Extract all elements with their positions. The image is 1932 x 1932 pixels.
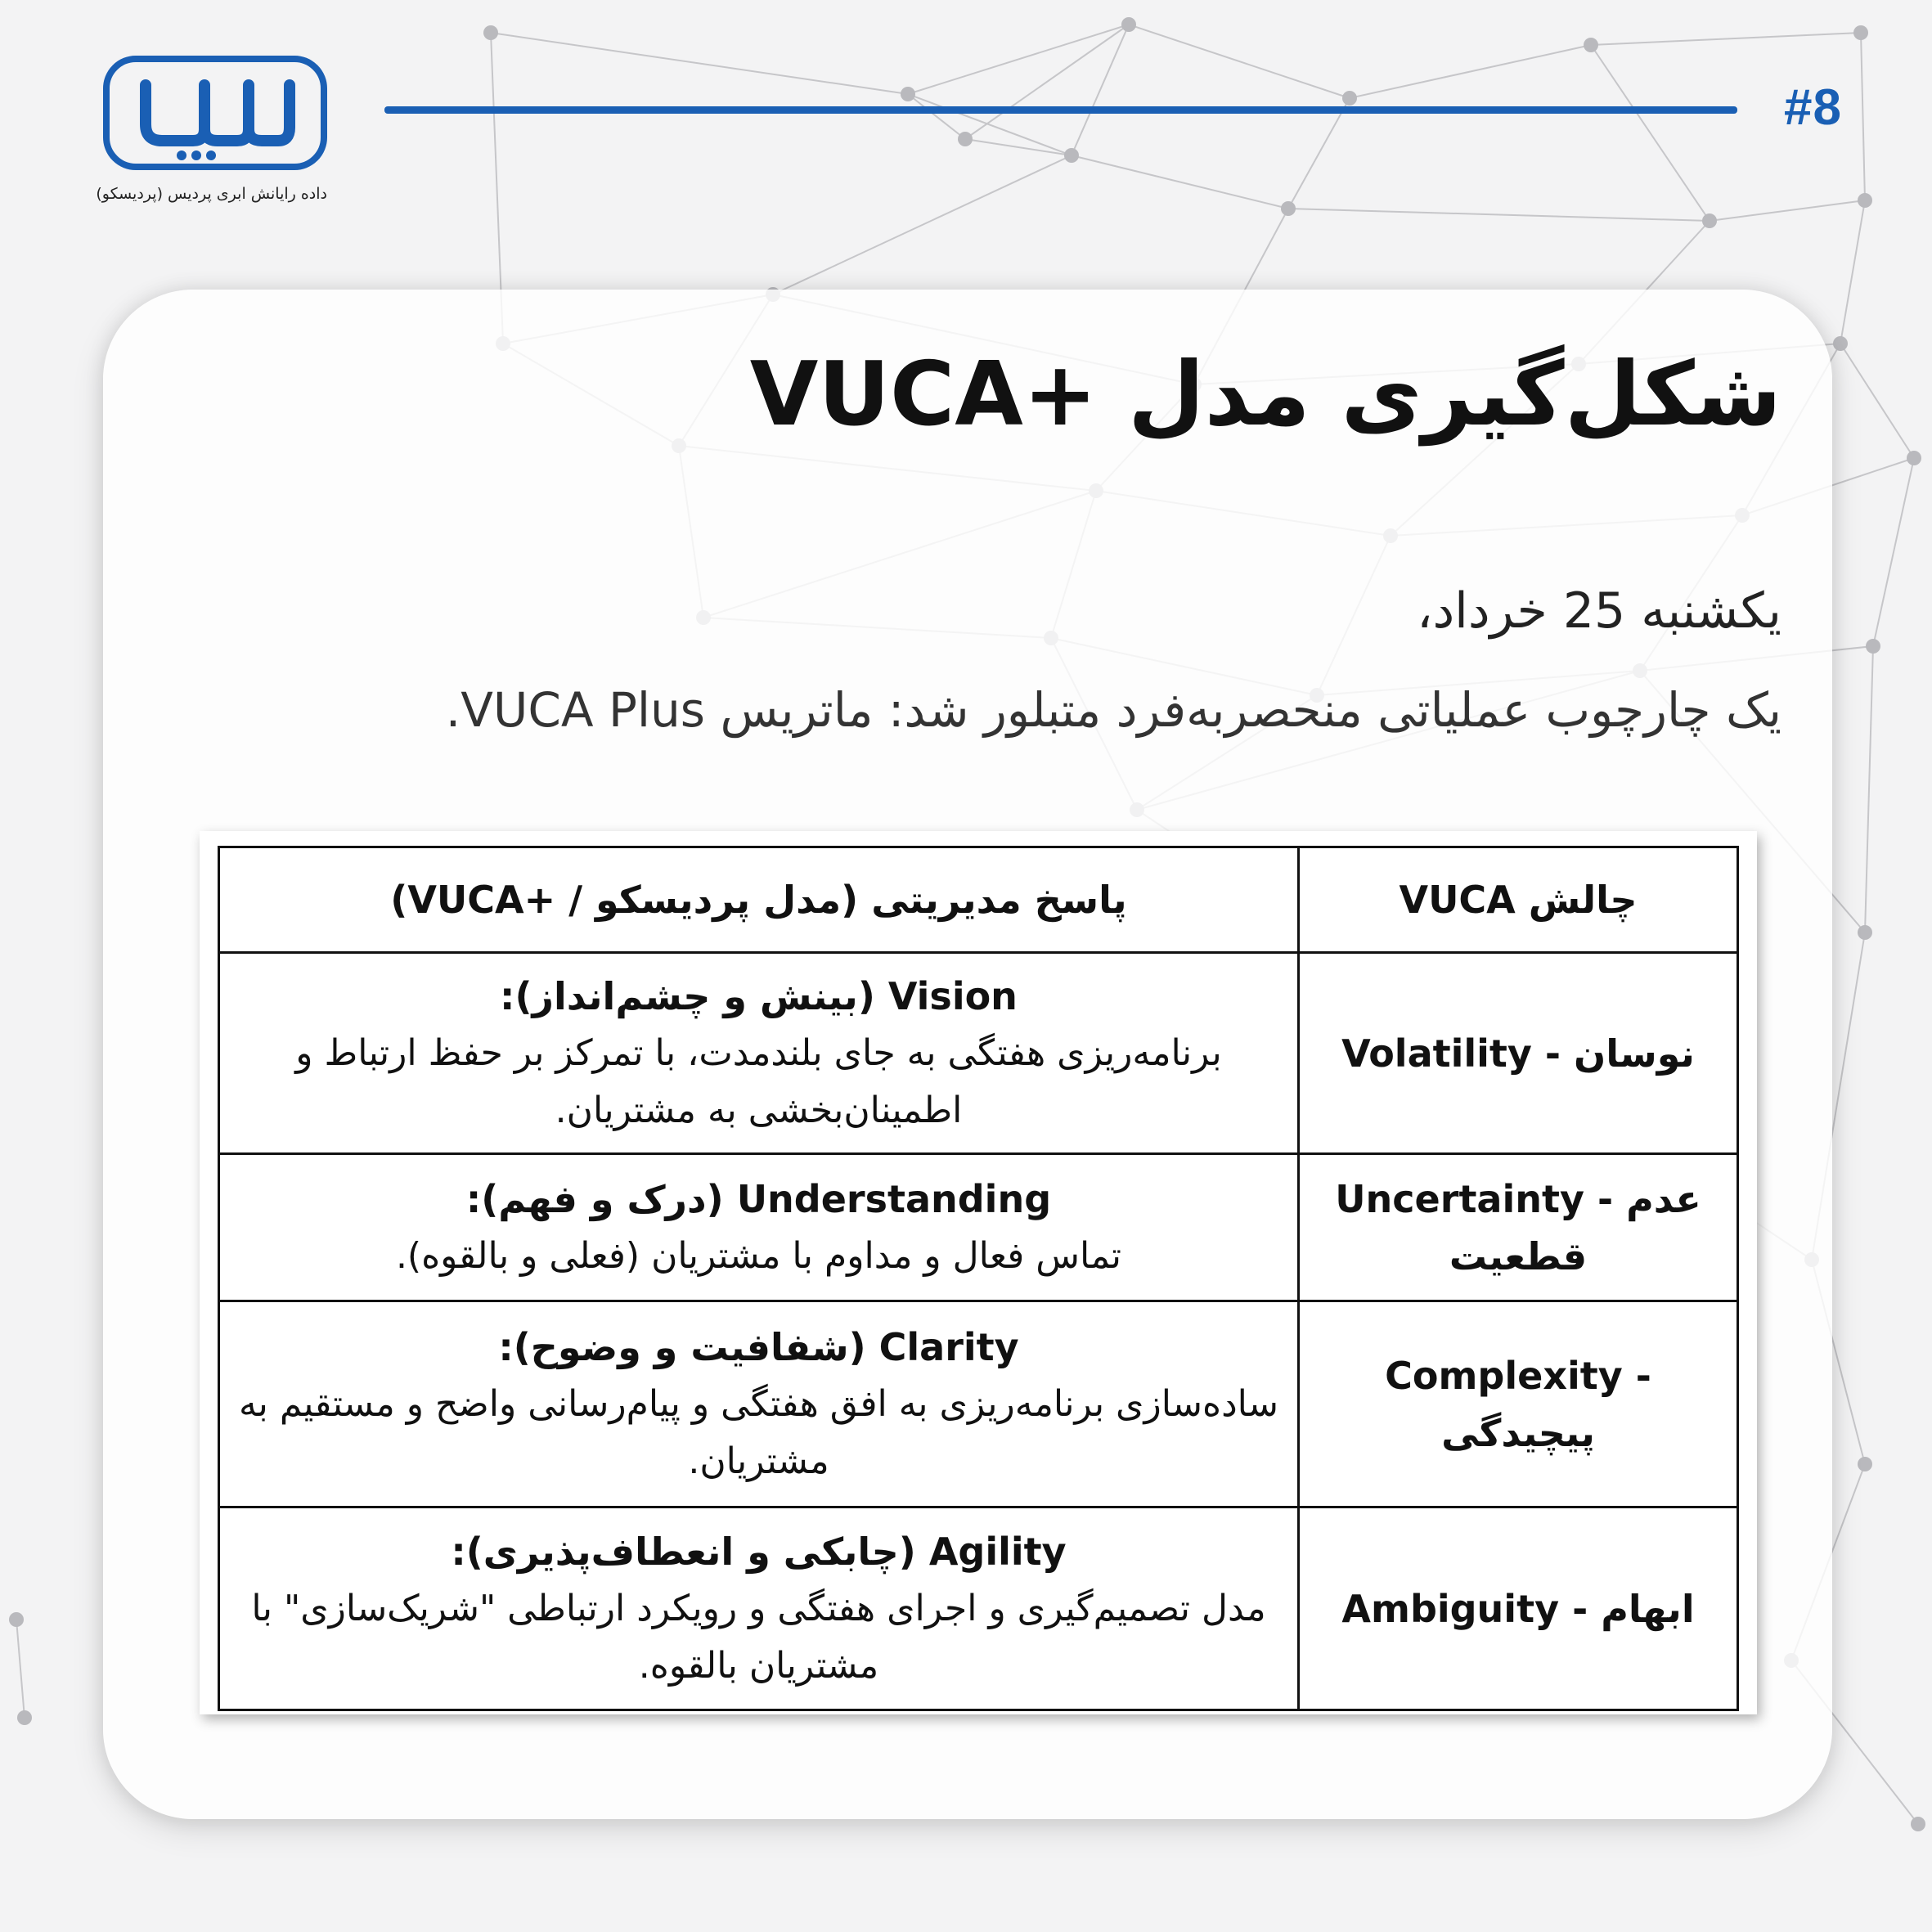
network-node <box>1833 336 1848 351</box>
network-node <box>901 87 915 101</box>
challenge-text: Volatility - نوسان <box>1341 1031 1695 1076</box>
header-rule <box>384 106 1737 114</box>
network-edge <box>1873 458 1914 646</box>
network-edge <box>1129 25 1350 98</box>
network-node <box>1853 25 1868 40</box>
network-edge <box>16 1620 25 1718</box>
challenge-text: Ambiguity - ابهام <box>1341 1586 1695 1631</box>
challenge-text: Uncertainty - عدم قطعیت <box>1335 1176 1701 1278</box>
table-row <box>219 1154 1738 1301</box>
page-title: شکل‌گیری مدل +VUCA <box>749 344 1781 446</box>
challenge-cell <box>1299 1301 1738 1507</box>
network-edge <box>1840 200 1865 344</box>
table-row <box>219 1507 1738 1710</box>
network-node <box>1121 17 1136 32</box>
network-node <box>958 132 973 146</box>
network-edge <box>1288 209 1710 221</box>
challenge-cell <box>1299 1507 1738 1710</box>
response-title: Vision (بینش و چشم‌انداز): <box>500 973 1018 1018</box>
response-cell <box>219 1301 1299 1507</box>
response-cell <box>219 953 1299 1154</box>
network-edge <box>908 94 1072 155</box>
network-edge <box>908 94 965 139</box>
network-edge <box>1861 33 1865 200</box>
network-node <box>1584 38 1598 52</box>
network-edge <box>1288 98 1350 209</box>
network-edge <box>1072 155 1288 209</box>
network-node <box>17 1710 32 1725</box>
network-node <box>1064 148 1079 163</box>
response-text: ساده‌سازی برنامه‌ریزی به افق هفتگی و پیام‌رسانی واضح و مستقیم به مشتریان. <box>239 1382 1278 1482</box>
network-node <box>1858 925 1872 940</box>
network-edge <box>1710 200 1865 221</box>
vuca-table-card <box>200 831 1757 1714</box>
challenge-cell <box>1299 1154 1738 1301</box>
network-edge <box>1865 646 1873 932</box>
response-title: Agility (چابکی و انعطاف‌پذیری): <box>451 1529 1067 1574</box>
network-edge <box>908 25 1129 94</box>
page-number: #8 <box>1784 79 1842 136</box>
pardis-logo <box>103 56 327 170</box>
table-header-row <box>219 847 1738 953</box>
header-challenge: چالش VUCA <box>1299 847 1738 953</box>
network-edge <box>491 33 908 94</box>
network-node <box>1702 213 1717 228</box>
network-node <box>1858 1457 1872 1471</box>
table-row <box>219 953 1738 1154</box>
date-line: یکشنبه 25 خرداد، <box>1417 582 1781 640</box>
network-node <box>1342 91 1357 106</box>
network-node <box>1907 451 1921 465</box>
response-cell <box>219 1507 1299 1710</box>
network-edge <box>1591 33 1861 45</box>
network-node <box>1858 193 1872 208</box>
network-edge <box>1840 344 1914 458</box>
network-node <box>1281 201 1296 216</box>
challenge-text: Complexity - پیچیدگی <box>1385 1353 1651 1455</box>
network-edge <box>773 155 1072 294</box>
vuca-table <box>218 846 1739 1711</box>
response-cell <box>219 1154 1299 1301</box>
response-text: تماس فعال و مداوم با مشتریان (فعلی و بالقوه). <box>395 1234 1122 1277</box>
header-response: پاسخ مدیریتی (مدل پردیسکو / +VUCA) <box>219 847 1299 953</box>
network-node <box>1866 639 1880 654</box>
challenge-cell <box>1299 953 1738 1154</box>
network-edge <box>1350 45 1591 98</box>
response-text: برنامه‌ریزی هفتگی به جای بلندمدت، با تمرکز بر حفظ ارتباط و اطمینان‌بخشی به مشتریان. <box>295 1031 1222 1131</box>
response-text: مدل تصمیم‌گیری و اجرای هفتگی و رویکرد ارتباطی "شریک‌سازی" با مشتریان بالقوه. <box>251 1587 1266 1687</box>
response-title: Clarity (شفافیت و وضوح): <box>498 1324 1019 1369</box>
network-edge <box>965 139 1072 155</box>
intro-text: یک چارچوب عملیاتی منحصربه‌فرد متبلور شد: ماتریس VUCA Plus. <box>445 682 1781 738</box>
network-node <box>483 25 498 40</box>
network-node <box>1911 1817 1925 1831</box>
network-node <box>9 1612 24 1627</box>
logo-caption: داده رایانش ابری پردیس (پردیسکو) <box>96 185 327 203</box>
table-row <box>219 1301 1738 1507</box>
response-title: Understanding (درک و فهم): <box>465 1176 1052 1221</box>
network-edge <box>1591 45 1710 221</box>
